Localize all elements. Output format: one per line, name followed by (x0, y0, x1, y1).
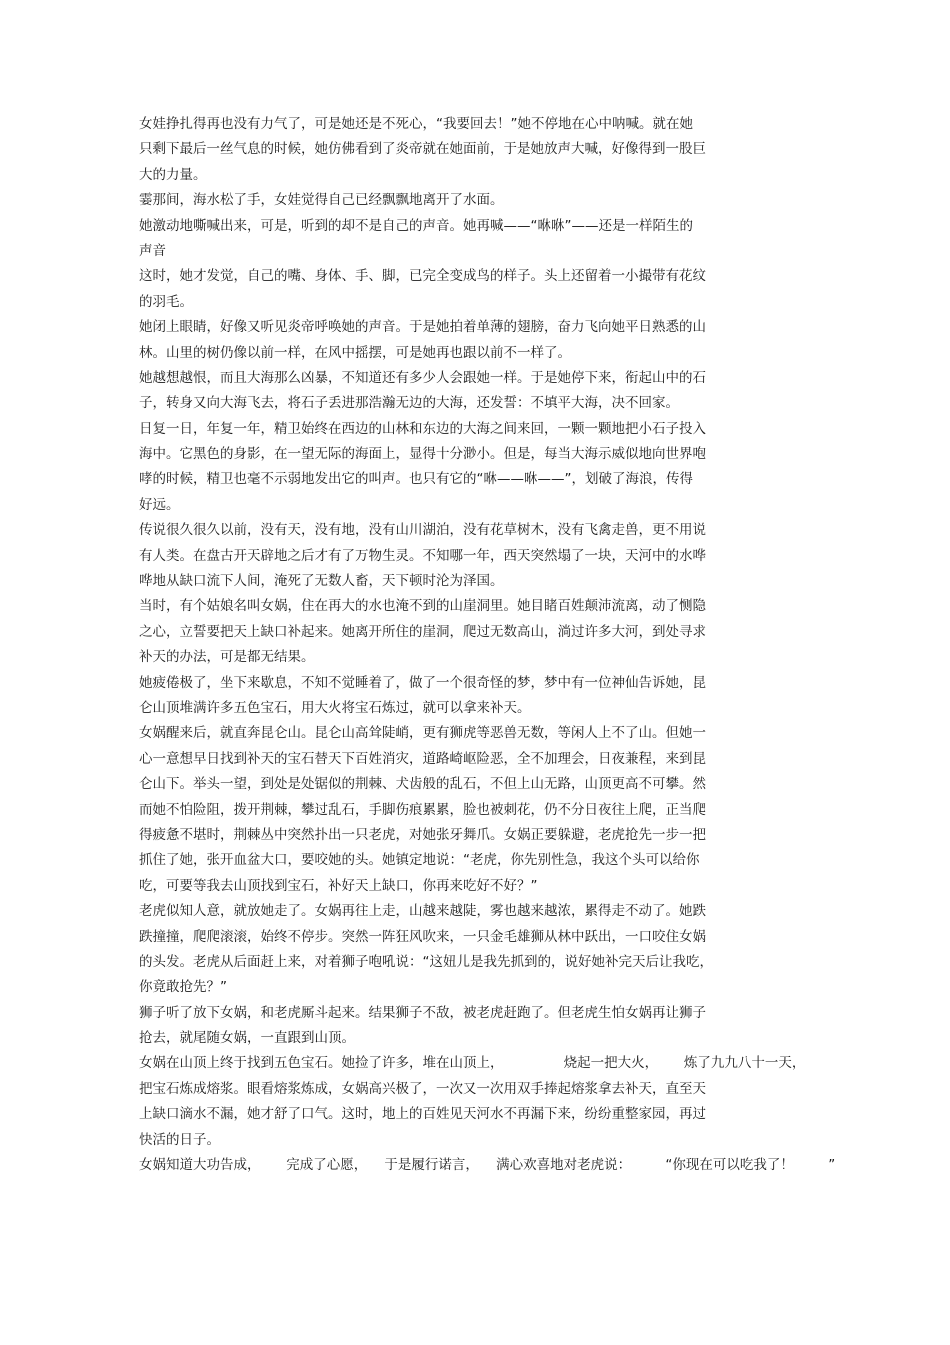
text-line: 好远。 (139, 496, 180, 513)
text-line: 有人类。在盘古开天辟地之后才有了万物生灵。不知哪一年，西天突然塌了一块，天河中的水哗 (139, 547, 706, 564)
text-line: 女娲知道大功告成， 完成了心愿， 于是履行诺言， 满心欢喜地对老虎说： “你现在可以吃我了！ ” (139, 1157, 836, 1174)
text-line: 只剩下最后一丝气息的时候，她仿佛看到了炎帝就在她面前，于是她放声大喊，好像得到一股巨 (139, 141, 706, 158)
text-line: 抢去，就尾随女娲，一直跟到山顶。 (139, 1030, 355, 1047)
text-line: 林。山里的树仍像以前一样，在风中摇摆，可是她再也跟以前不一样了。 (139, 344, 571, 361)
text-line: 的头发。老虎从后面赶上来，对着狮子咆吼说：“这妞儿是我先抓到的，说好她补完天后让我吃， (139, 953, 713, 970)
paragraph (139, 188, 809, 213)
text-line: 子，转身又向大海飞去，将石子丢进那浩瀚无边的大海，还发誓：不填平大海，决不回家。 (139, 395, 679, 412)
document-body (139, 112, 836, 1178)
text-line: 上缺口滴水不漏，她才舒了口气。这时，地上的百姓见天河水不再漏下来，纷纷重整家园，再过 (139, 1106, 706, 1123)
text-line: 补天的办法，可是都无结果。 (139, 649, 315, 666)
text-line: 的羽毛。 (139, 293, 193, 310)
paragraph (139, 671, 809, 722)
text-line: 哗地从缺口流下人间，淹死了无数人畜，天下顿时沦为泽国。 (139, 573, 504, 590)
text-line: 女娃挣扎得再也没有力气了，可是她还是不死心，“我要回去！”她不停地在心中呐喊。就在她 (139, 116, 693, 132)
text-line: 仑山顶堆满许多五色宝石，用大火将宝石炼过，就可以拿来补天。 (139, 699, 531, 716)
paragraph (139, 1153, 836, 1178)
text-line: 狮子听了放下女娲，和老虎厮斗起来。结果狮子不敌，被老虎赶跑了。但老虎生怕女娲再让狮子 (139, 1004, 706, 1021)
text-line: 她闭上眼睛，好像又听见炎帝呼唤她的声音。于是她拍着单薄的翅膀，奋力飞向她平日熟悉的山 (139, 319, 706, 336)
text-line: 仑山下。举头一望，到处是处锯似的荆棘、犬齿般的乱石，不但上山无路，山顶更高不可攀。然 (139, 776, 706, 793)
paragraph (139, 899, 809, 1001)
paragraph (139, 264, 809, 315)
text-line: 之心，立誓要把天上缺口补起来。她离开所住的崖洞，爬过无数高山，淌过许多大河，到处寻求 (139, 623, 706, 640)
paragraph (139, 1001, 809, 1052)
text-line: 哮的时候，精卫也毫不示弱地发出它的叫声。也只有它的“咻——咻——”，划破了海浪，传得 (139, 471, 693, 488)
paragraph (139, 721, 809, 899)
paragraph (139, 518, 809, 594)
text-line: 她疲倦极了，坐下来歇息，不知不觉睡着了，做了一个很奇怪的梦，梦中有一位神仙告诉她，昆 (139, 674, 706, 691)
text-line: 你竟敢抢先？” (139, 979, 227, 996)
paragraph (139, 112, 809, 188)
text-line: 而她不怕险阻，拨开荆棘，攀过乱石，手脚伤痕累累，脸也被刺花，仍不分日夜往上爬，正当爬 (139, 801, 706, 818)
text-line: 心一意想早日找到补天的宝石替天下百姓消灾，道路崎岖险恶，全不加理会，日夜兼程，来到昆 (139, 750, 706, 767)
text-line: 吃，可要等我去山顶找到宝石，补好天上缺口，你再来吃好不好？” (139, 877, 538, 894)
text-line: 日复一日，年复一年，精卫始终在西边的山林和东边的大海之间来回，一颗一颗地把小石子投入 (139, 420, 706, 437)
text-line: 把宝石炼成熔浆。眼看熔浆炼成，女娲高兴极了，一次又一次用双手捧起熔浆拿去补天，直至天 (139, 1080, 706, 1097)
text-line: 抓住了她，张开血盆大口，要咬她的头。她镇定地说：“老虎，你先别性急，我这个头可以给你 (139, 852, 700, 869)
text-line: 她越想越恨，而且大海那么凶暴，不知道还有多少人会跟她一样。于是她停下来，衔起山中的石 (139, 369, 706, 386)
text-line: 女娲醒来后，就直奔昆仑山。昆仑山高耸陡峭，更有狮虎等恶兽无数，等闲人上不了山。但她一 (139, 725, 706, 742)
paragraph (139, 417, 809, 519)
text-line: 海中。它黑色的身影，在一望无际的海面上，显得十分渺小。但是，每当大海示威似地向世界咆 (139, 446, 706, 463)
text-line: 老虎似知人意，就放她走了。女娲再往上走，山越来越陡，雾也越来越浓，累得走不动了。她跌 (139, 903, 706, 920)
paragraph (139, 214, 809, 265)
paragraph (139, 366, 809, 417)
text-line: 霎那间，海水松了手，女娃觉得自己已经飘飘地离开了水面。 (139, 192, 504, 209)
text-line: 跌撞撞，爬爬滚滚，始终不停步。突然一阵狂风吹来，一只金毛雄狮从林中跃出，一口咬住女娲 (139, 928, 706, 945)
text-line: 得疲惫不堪时，荆棘丛中突然扑出一只老虎，对她张牙舞爪。女娲正要躲避，老虎抢先一步一把 (139, 826, 706, 843)
text-line: 这时，她才发觉，自己的嘴、身体、手、脚，已完全变成鸟的样子。头上还留着一小撮带有花纹 (139, 268, 706, 285)
text-line: 声音 (139, 242, 166, 259)
text-line: 她激动地嘶喊出来，可是，听到的却不是自己的声音。她再喊——“咻咻”——还是一样陌生的 (139, 217, 693, 234)
text-line: 女娲在山顶上终于找到五色宝石。她捡了许多，堆在山顶上， 烧起一把大火， 炼了九九八十一天， (139, 1055, 806, 1072)
paragraph (139, 315, 809, 366)
text-line: 当时，有个姑娘名叫女娲，住在再大的水也淹不到的山崖洞里。她目睹百姓颠沛流离，动了恻隐 (139, 598, 706, 615)
text-line: 传说很久很久以前，没有天，没有地，没有山川湖泊，没有花草树木，没有飞禽走兽，更不用说 (139, 522, 706, 539)
text-line: 快活的日子。 (139, 1131, 220, 1148)
paragraph (139, 1051, 809, 1153)
paragraph (139, 594, 809, 670)
text-line: 大的力量。 (139, 166, 207, 183)
